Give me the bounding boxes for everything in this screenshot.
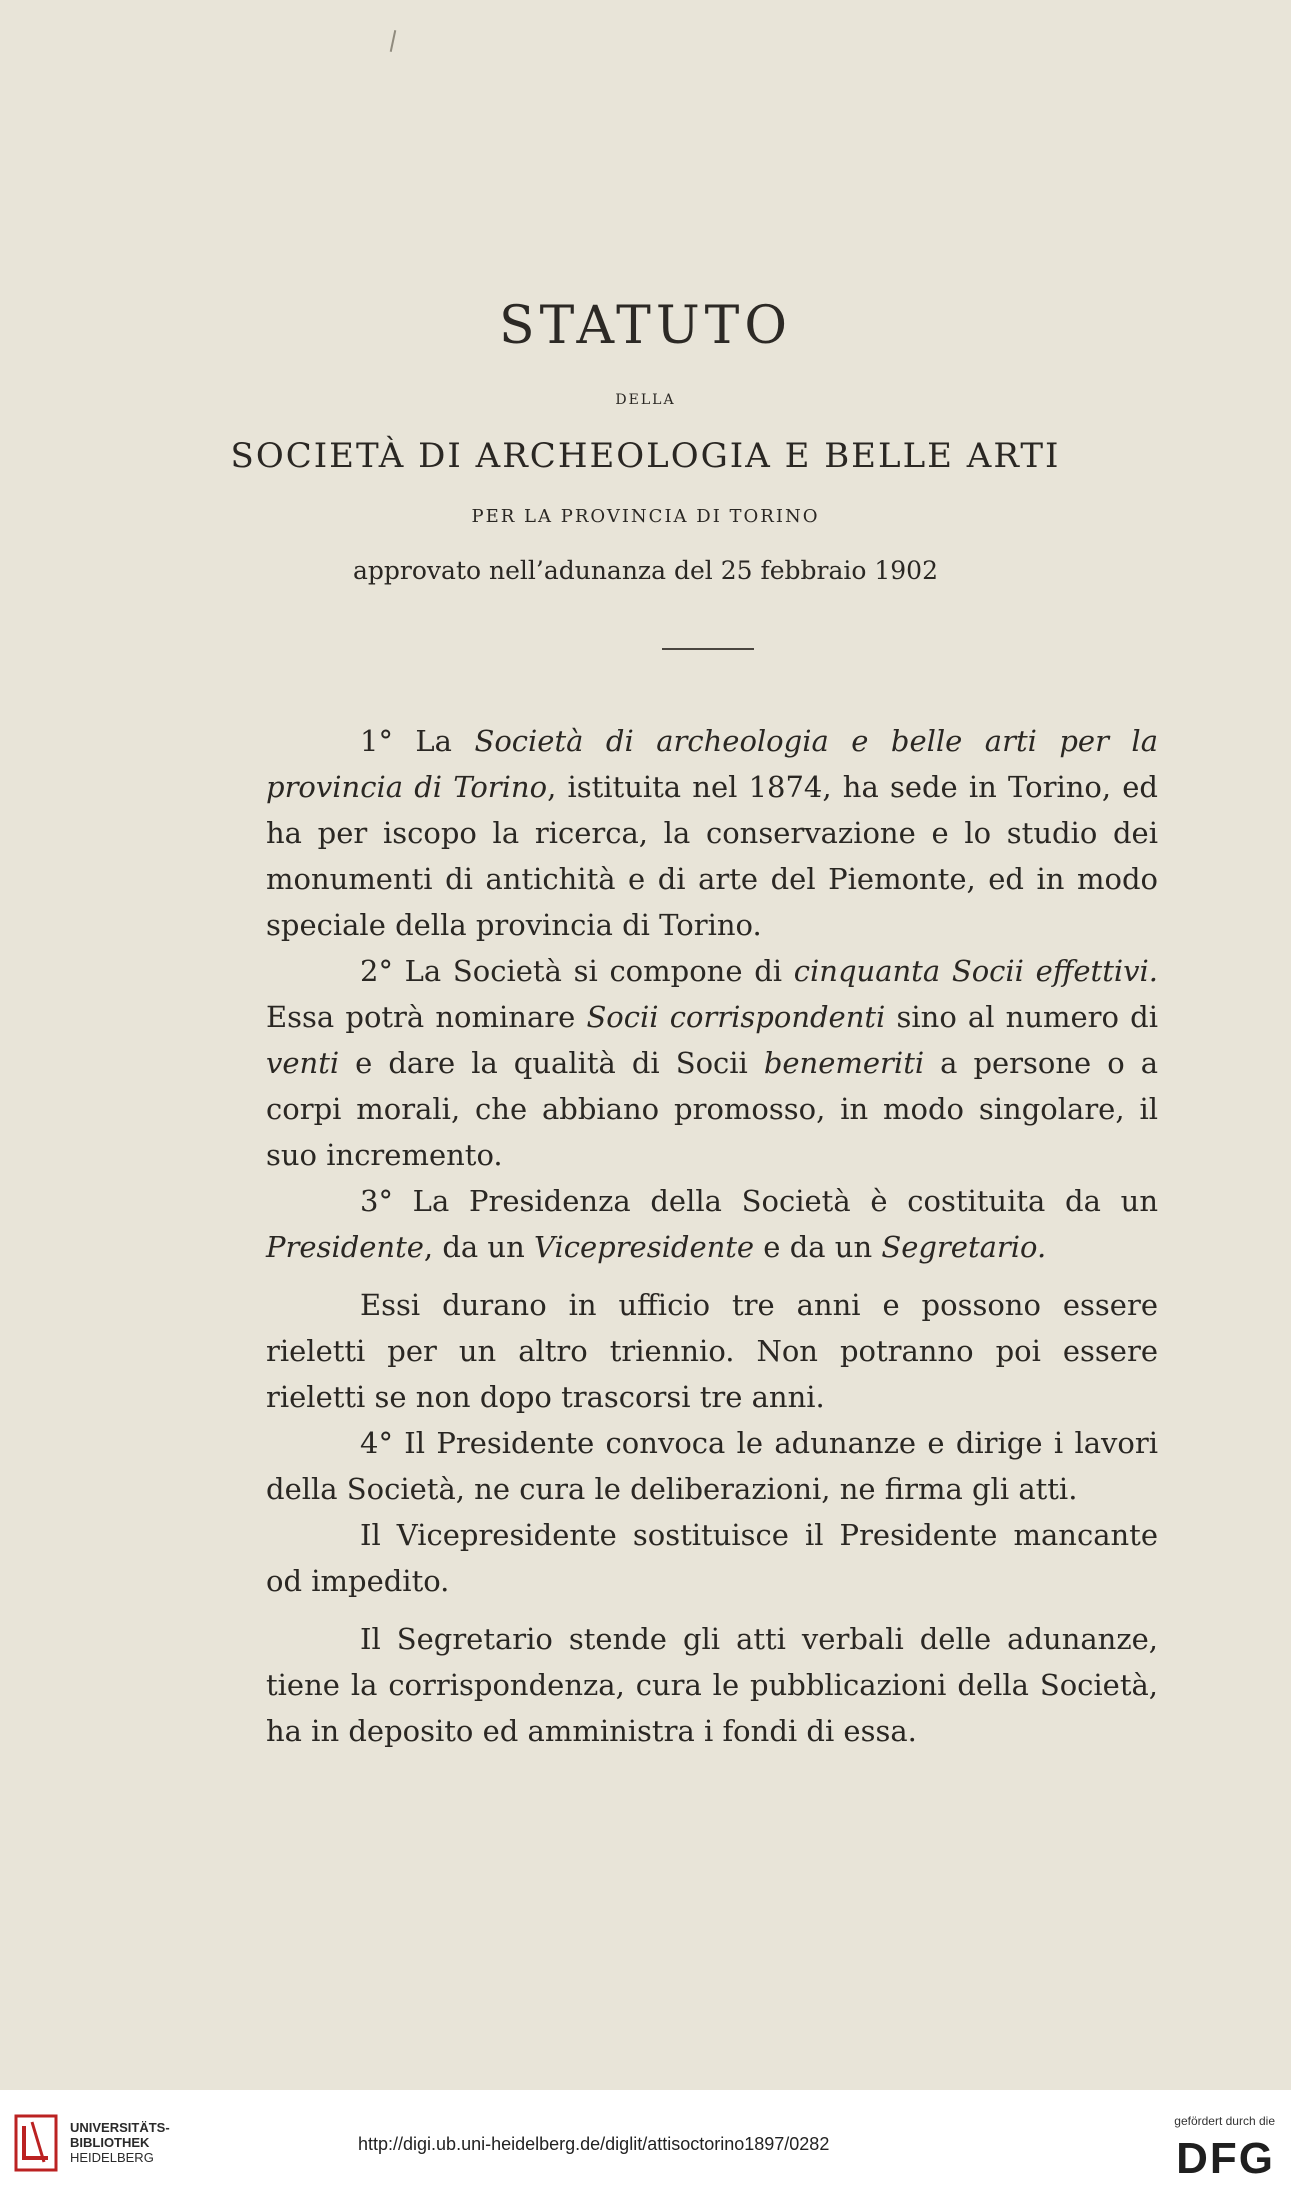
divider-rule bbox=[662, 648, 754, 650]
della-label: DELLA bbox=[615, 392, 676, 408]
article-1-text: , istituita nel 1874, ha sede in Torino, ed ha per iscopo la ricerca, la conservazione e lo studio dei monumenti di antichità e di arte del Piemonte, ed in modo speciale della provincia di Torino. bbox=[266, 770, 1158, 942]
statute-body bbox=[266, 718, 1158, 1754]
article-4-paragraph-3: Il Segretario stende gli atti verbali delle adunanze, tiene la corrispondenza, cura le pubblicazioni della Società, ha in deposito ed amministra i fondi di essa. bbox=[266, 1622, 1158, 1748]
library-name-line: HEIDELBERG bbox=[70, 2150, 154, 2165]
article-3-italic: Presidente bbox=[266, 1230, 424, 1264]
article-1-number: 1° La bbox=[360, 724, 475, 758]
article-3-text: 3° La Presidenza della Società è costituita da un bbox=[360, 1184, 1158, 1218]
approval-line: approvato nell’adunanza del 25 febbraio 1902 bbox=[353, 556, 938, 585]
university-library-logo-icon bbox=[14, 2114, 58, 2172]
article-2-italic: Socii corrispondenti bbox=[586, 1000, 886, 1034]
article-2-text: a persone o a corpi morali, che abbiano promosso, in modo singolare, il suo incremento. bbox=[266, 1046, 1158, 1172]
article-2-text: sino al numero di bbox=[885, 1000, 1158, 1034]
province-line: PER LA PROVINCIA DI TORINO bbox=[471, 506, 820, 527]
article-2-text: e dare la qualità di Socii bbox=[339, 1046, 764, 1080]
funding-label: gefördert durch die bbox=[1174, 2114, 1275, 2128]
library-name bbox=[70, 2120, 170, 2165]
permalink[interactable]: http://digi.ub.uni-heidelberg.de/diglit/attisoctorino1897/0282 bbox=[358, 2134, 830, 2154]
article-2-italic: venti bbox=[266, 1046, 340, 1080]
viewer-footer bbox=[0, 2090, 1291, 2194]
article-1 bbox=[266, 718, 1158, 948]
article-1-italic: Società di archeologia e belle arti per la provincia di Torino bbox=[266, 724, 1158, 804]
article-2 bbox=[266, 948, 1158, 1178]
article-4: 4° Il Presidente convoca le adunanze e dirige i lavori della Società, ne cura le deliberazioni, ne firma gli atti. bbox=[266, 1426, 1158, 1506]
dfg-logo: DFG bbox=[1176, 2134, 1275, 2183]
article-2-text: Essa potrà nominare bbox=[266, 1000, 587, 1034]
article-2-italic: benemeriti bbox=[763, 1046, 925, 1080]
article-4-paragraph-2: Il Vicepresidente sostituisce il Presidente mancante od impedito. bbox=[266, 1518, 1158, 1598]
society-name: SOCIETÀ DI ARCHEOLOGIA E BELLE ARTI bbox=[230, 436, 1061, 476]
pencil-mark bbox=[390, 30, 397, 52]
library-name-line: UNIVERSITÄTS- bbox=[70, 2120, 170, 2135]
article-3-italic: Vicepresidente bbox=[534, 1230, 755, 1264]
article-2-italic: cinquanta Socii effettivi. bbox=[793, 954, 1158, 988]
article-3-text: e da un bbox=[754, 1230, 882, 1264]
article-3-paragraph-2: Essi durano in ufficio tre anni e possono essere rieletti per un altro triennio. Non potranno poi essere rieletti se non dopo trascorsi tre anni. bbox=[266, 1288, 1158, 1414]
article-2-text: 2° La Società si compone di bbox=[360, 954, 794, 988]
article-3-text: , da un bbox=[423, 1230, 535, 1264]
article-3-italic: Segretario. bbox=[881, 1230, 1047, 1264]
document-title: STATUTO bbox=[499, 296, 792, 356]
article-3 bbox=[266, 1178, 1158, 1270]
library-name-line: BIBLIOTHEK bbox=[70, 2135, 150, 2150]
